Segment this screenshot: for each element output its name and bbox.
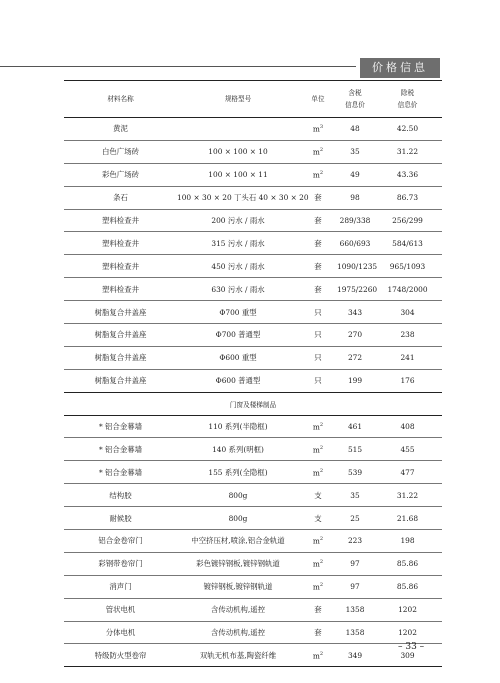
table-row — [64, 507, 442, 530]
cell-notax-price: 304 — [373, 301, 442, 324]
cell-spec: 含传动机构,遥控 — [177, 621, 299, 644]
table-row — [64, 621, 442, 644]
unit-base: m — [312, 536, 320, 546]
cell-spec: 630 污水 / 雨水 — [177, 278, 299, 301]
cell-notax-price: 198 — [373, 530, 442, 553]
cell-name: 彩色广场砖 — [64, 163, 177, 186]
table-row — [64, 118, 442, 141]
cell-spec: 155 系列(全隐框) — [177, 461, 299, 484]
cell-unit — [299, 278, 337, 301]
table-row — [64, 552, 442, 575]
cell-name: 黄泥 — [64, 118, 177, 141]
table-row — [64, 232, 442, 255]
unit-base: m — [312, 651, 320, 661]
unit-base: 套 — [314, 261, 322, 271]
table-row — [64, 209, 442, 232]
cell-unit — [299, 209, 337, 232]
cell-unit — [299, 530, 337, 553]
col-header-tax-price: 含税 信息价 — [337, 81, 373, 118]
section-row — [64, 392, 442, 415]
table-row — [64, 461, 442, 484]
cell-tax-price: 343 — [337, 301, 373, 324]
cell-unit — [299, 484, 337, 507]
unit-superscript: 2 — [319, 169, 324, 176]
cell-tax-price: 660/693 — [337, 232, 373, 255]
cell-name: 树脂复合井盖座 — [64, 369, 177, 392]
cell-notax-price: 408 — [373, 415, 442, 438]
unit-base: m — [312, 124, 320, 134]
table-row — [64, 644, 442, 667]
unit-base: 套 — [314, 193, 322, 203]
cell-name: 塑料检查井 — [64, 255, 177, 278]
cell-spec: 彩色镀锌钢板,镀锌钢轨道 — [177, 552, 299, 575]
cell-unit — [299, 369, 337, 392]
cell-notax-price: 965/1093 — [373, 255, 442, 278]
cell-unit — [299, 575, 337, 598]
col-header-unit: 单位 — [299, 81, 337, 118]
cell-name: 白色广场砖 — [64, 140, 177, 163]
unit-superscript: 2 — [319, 536, 324, 543]
cell-unit — [299, 461, 337, 484]
cell-spec: 110 系列(半隐框) — [177, 415, 299, 438]
col-header-spec: 规格型号 — [177, 81, 299, 118]
cell-notax-price: 42.50 — [373, 118, 442, 141]
cell-unit — [299, 438, 337, 461]
cell-tax-price: 289/338 — [337, 209, 373, 232]
unit-base: m — [312, 422, 320, 432]
cell-tax-price: 199 — [337, 369, 373, 392]
cell-tax-price: 97 — [337, 575, 373, 598]
cell-unit — [299, 507, 337, 530]
cell-tax-price: 1358 — [337, 598, 373, 621]
table-row — [64, 415, 442, 438]
cell-tax-price: 515 — [337, 438, 373, 461]
table-row — [64, 598, 442, 621]
col-header-notax-price: 除税 信息价 — [373, 81, 442, 118]
cell-notax-price: 86.73 — [373, 186, 442, 209]
table-row — [64, 369, 442, 392]
cell-tax-price: 1358 — [337, 621, 373, 644]
unit-base: 支 — [314, 513, 322, 523]
cell-name: 树脂复合井盖座 — [64, 301, 177, 324]
page-number: – 33 – — [398, 642, 425, 652]
cell-name: 彩钢带卷帘门 — [64, 552, 177, 575]
cell-tax-price: 270 — [337, 324, 373, 347]
header-rule — [0, 66, 356, 67]
cell-tax-price: 35 — [337, 140, 373, 163]
cell-name: 树脂复合井盖座 — [64, 324, 177, 347]
cell-name: 塑料检查井 — [64, 232, 177, 255]
cell-notax-price: 1748/2000 — [373, 278, 442, 301]
cell-spec: 200 污水 / 雨水 — [177, 209, 299, 232]
cell-spec: 315 污水 / 雨水 — [177, 232, 299, 255]
cell-tax-price: 461 — [337, 415, 373, 438]
cell-tax-price: 35 — [337, 484, 373, 507]
cell-unit — [299, 552, 337, 575]
col-header-name: 材料名称 — [64, 81, 177, 118]
unit-superscript: 2 — [319, 147, 324, 154]
cell-tax-price: 25 — [337, 507, 373, 530]
cell-spec: 镀锌钢板,镀锌钢轨道 — [177, 575, 299, 598]
cell-tax-price: 539 — [337, 461, 373, 484]
cell-spec: 140 系列(明框) — [177, 438, 299, 461]
cell-notax-price: 256/299 — [373, 209, 442, 232]
unit-base: 套 — [314, 284, 322, 294]
unit-base: 支 — [314, 490, 322, 500]
unit-base: 套 — [314, 628, 322, 638]
cell-unit — [299, 118, 337, 141]
cell-name: 塑料检查井 — [64, 209, 177, 232]
cell-name: * 铝合金幕墙 — [64, 461, 177, 484]
unit-base: 只 — [314, 353, 322, 363]
cell-unit — [299, 346, 337, 369]
unit-superscript: 2 — [319, 444, 324, 451]
unit-base: m — [312, 147, 320, 157]
cell-tax-price: 48 — [337, 118, 373, 141]
cell-unit — [299, 598, 337, 621]
table-row — [64, 530, 442, 553]
cell-spec: 800g — [177, 484, 299, 507]
cell-unit — [299, 415, 337, 438]
cell-spec: 800g — [177, 507, 299, 530]
cell-tax-price: 349 — [337, 644, 373, 667]
cell-name: * 铝合金幕墙 — [64, 415, 177, 438]
cell-notax-price: 85.86 — [373, 552, 442, 575]
cell-notax-price: 309 — [373, 644, 442, 667]
cell-name: 树脂复合井盖座 — [64, 346, 177, 369]
cell-spec: 100 × 100 × 11 — [177, 163, 299, 186]
cell-spec: 100 × 30 × 20 丁头石 40 × 30 × 20 — [177, 186, 299, 209]
cell-spec: 100 × 100 × 10 — [177, 140, 299, 163]
unit-base: 套 — [314, 605, 322, 615]
unit-base: m — [312, 170, 320, 180]
table-row — [64, 346, 442, 369]
unit-base: 只 — [314, 307, 322, 317]
cell-notax-price: 238 — [373, 324, 442, 347]
unit-base: 套 — [314, 238, 322, 248]
unit-base: 套 — [314, 216, 322, 225]
cell-name: 特级防火型卷帘 — [64, 644, 177, 667]
cell-spec: Φ600 普通型 — [177, 369, 299, 392]
cell-tax-price: 1090/1235 — [337, 255, 373, 278]
cell-notax-price: 584/613 — [373, 232, 442, 255]
cell-spec: 中空挤压材,喷涂,铝合金轨道 — [177, 530, 299, 553]
cell-notax-price: 1202 — [373, 598, 442, 621]
cell-spec — [177, 118, 299, 141]
price-table — [64, 80, 442, 667]
cell-name: 消声门 — [64, 575, 177, 598]
cell-name: 管状电机 — [64, 598, 177, 621]
cell-tax-price: 1975/2260 — [337, 278, 373, 301]
cell-spec: 含传动机构,遥控 — [177, 598, 299, 621]
cell-name: 塑料检查井 — [64, 278, 177, 301]
unit-superscript: 2 — [319, 650, 324, 657]
cell-notax-price: 31.22 — [373, 140, 442, 163]
cell-tax-price: 223 — [337, 530, 373, 553]
cell-name: 耐候胶 — [64, 507, 177, 530]
unit-superscript: 2 — [319, 559, 324, 566]
section-label: 门窗及楼梯制品 — [64, 392, 442, 415]
unit-base: 只 — [314, 330, 322, 340]
cell-notax-price: 43.36 — [373, 163, 442, 186]
cell-notax-price: 241 — [373, 346, 442, 369]
cell-name: * 铝合金幕墙 — [64, 438, 177, 461]
cell-unit — [299, 324, 337, 347]
unit-base: m — [312, 559, 320, 569]
cell-unit — [299, 140, 337, 163]
cell-name: 条石 — [64, 186, 177, 209]
cell-unit — [299, 301, 337, 324]
unit-base: m — [312, 582, 320, 592]
cell-unit — [299, 644, 337, 667]
cell-tax-price: 49 — [337, 163, 373, 186]
cell-notax-price: 1202 — [373, 621, 442, 644]
cell-notax-price: 85.86 — [373, 575, 442, 598]
cell-spec: 450 污水 / 雨水 — [177, 255, 299, 278]
cell-spec: Φ600 重型 — [177, 346, 299, 369]
cell-spec: Φ700 重型 — [177, 301, 299, 324]
table-row — [64, 575, 442, 598]
cell-name: 结构胶 — [64, 484, 177, 507]
cell-unit — [299, 232, 337, 255]
unit-base: m — [312, 468, 320, 478]
cell-notax-price: 21.68 — [373, 507, 442, 530]
table-row — [64, 278, 442, 301]
table-row — [64, 324, 442, 347]
cell-tax-price: 97 — [337, 552, 373, 575]
unit-superscript: 2 — [319, 421, 324, 428]
table-row — [64, 140, 442, 163]
cell-name: 分体电机 — [64, 621, 177, 644]
table-row — [64, 186, 442, 209]
cell-notax-price: 477 — [373, 461, 442, 484]
cell-unit — [299, 163, 337, 186]
cell-spec: 双轨无机布基,陶瓷纤维 — [177, 644, 299, 667]
cell-spec: Φ700 普通型 — [177, 324, 299, 347]
table-row — [64, 163, 442, 186]
table-row — [64, 438, 442, 461]
cell-unit — [299, 621, 337, 644]
table-row — [64, 255, 442, 278]
cell-tax-price: 98 — [337, 186, 373, 209]
section-title-badge: 价格信息 — [360, 58, 440, 78]
unit-superscript: 2 — [319, 582, 324, 589]
cell-notax-price: 176 — [373, 369, 442, 392]
unit-superscript: 2 — [319, 467, 324, 474]
cell-tax-price: 272 — [337, 346, 373, 369]
table-row — [64, 301, 442, 324]
cell-notax-price: 455 — [373, 438, 442, 461]
cell-notax-price: 31.22 — [373, 484, 442, 507]
unit-base: 只 — [314, 376, 322, 386]
cell-unit — [299, 255, 337, 278]
cell-name: 铝合金卷帘门 — [64, 530, 177, 553]
unit-superscript: 3 — [319, 124, 324, 131]
table-row — [64, 484, 442, 507]
table-header-row — [64, 81, 442, 118]
unit-base: m — [312, 445, 320, 455]
